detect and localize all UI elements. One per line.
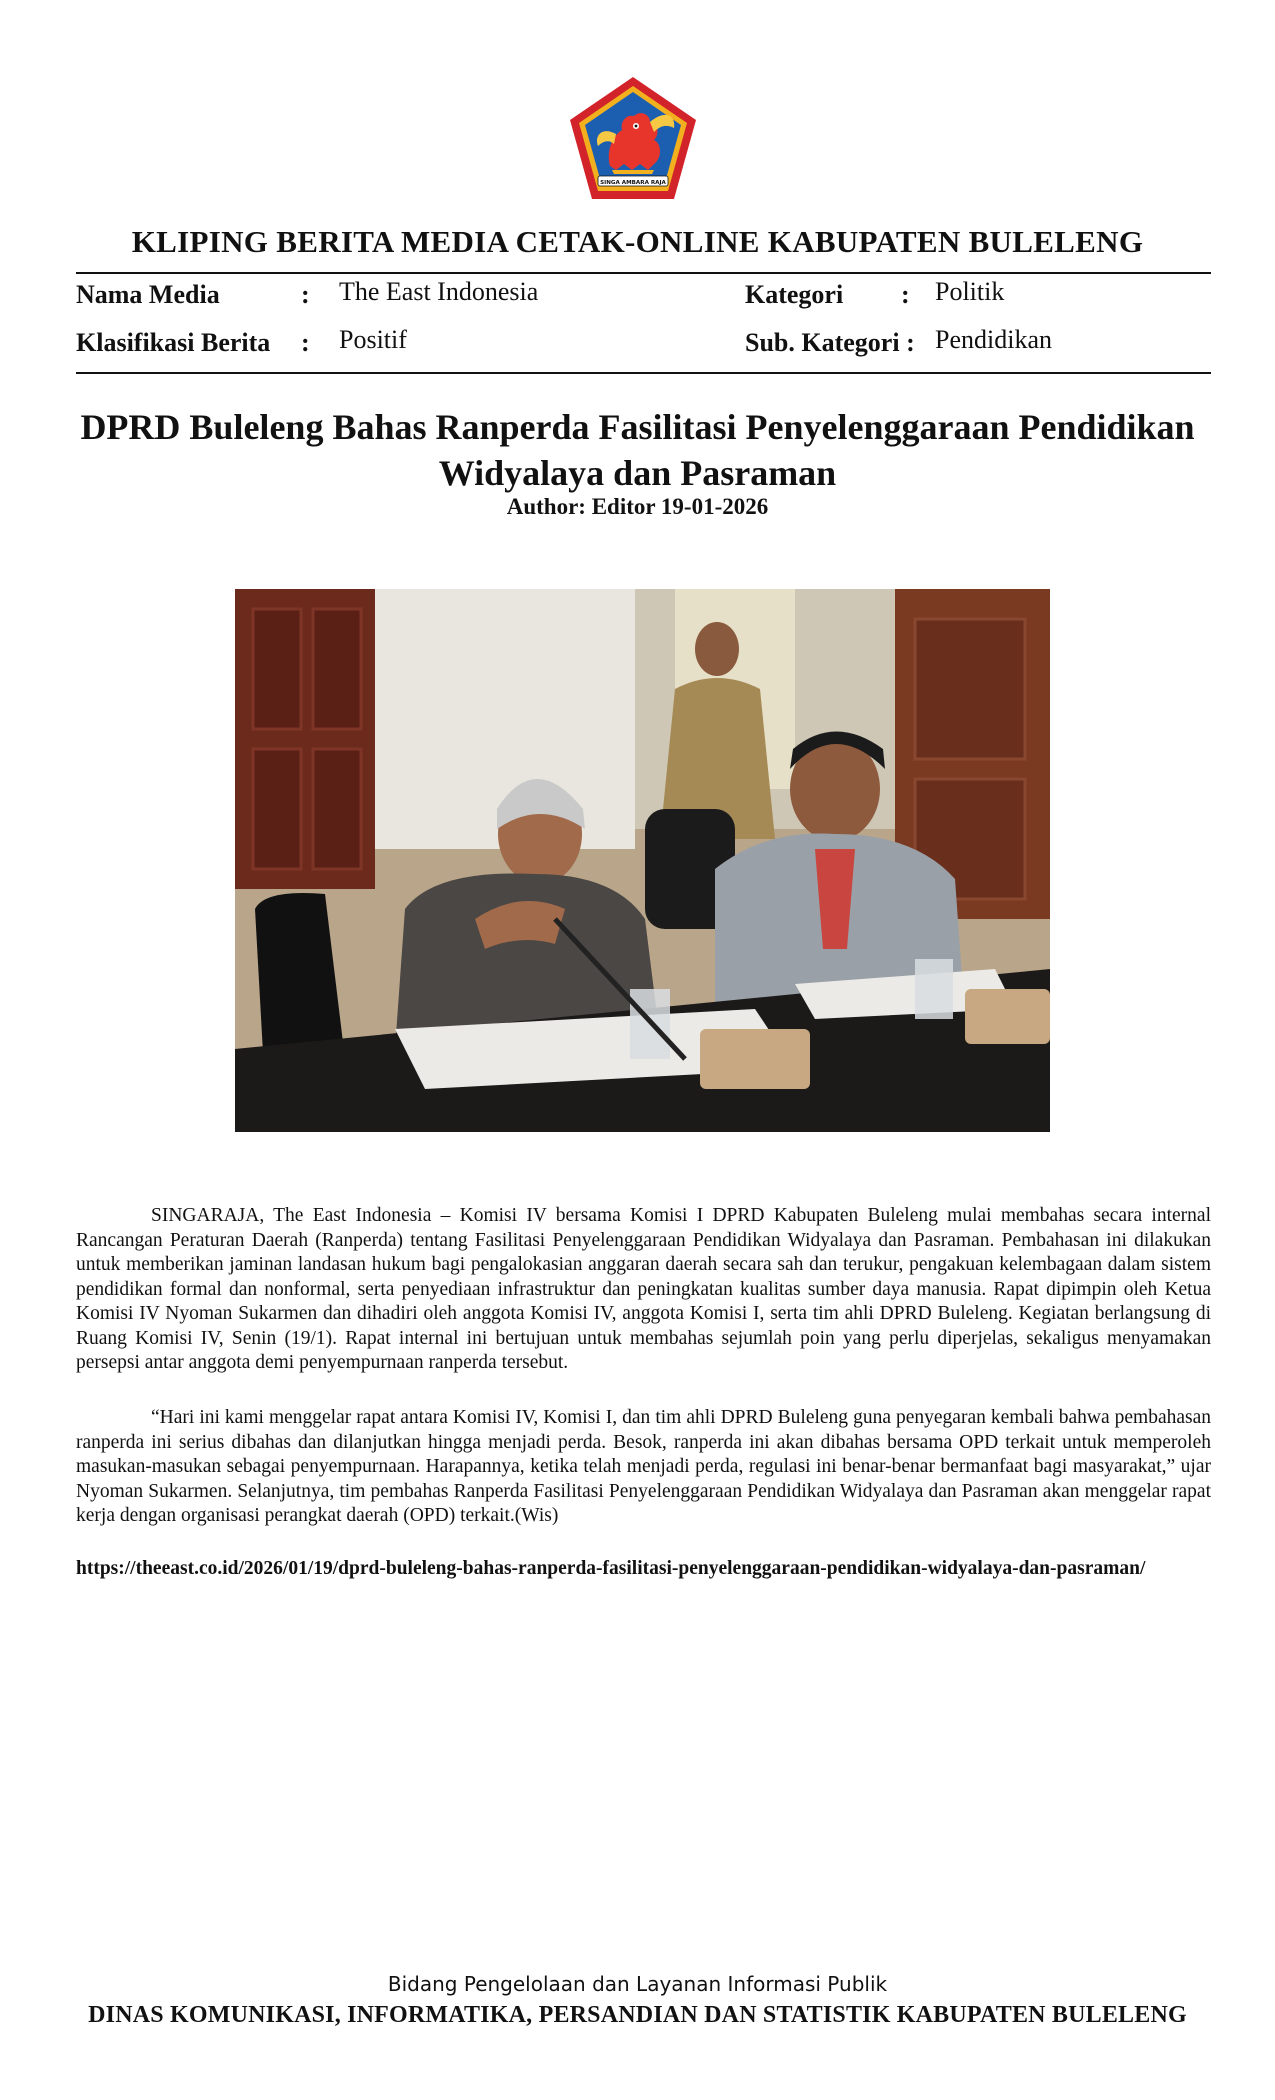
- sub-kategori-label: Sub. Kategori :: [745, 328, 915, 357]
- klasifikasi-berita-value: Positif: [339, 325, 407, 354]
- svg-text:SINGA AMBARA RAJA: SINGA AMBARA RAJA: [600, 180, 666, 186]
- nama-media-label: Nama Media: [76, 280, 220, 309]
- kabupaten-buleleng-emblem: [566, 74, 700, 202]
- header-divider-bottom: [76, 372, 1211, 374]
- article-paragraph-1: [76, 1204, 1211, 1376]
- kategori-value: Politik: [935, 277, 1005, 306]
- clipping-header-title: KLIPING BERITA MEDIA CETAK-ONLINE KABUPATEN BULELENG: [131, 224, 1144, 259]
- paragraph-text: SINGARAJA, The East Indonesia – Komisi IV bersama Komisi I DPRD Kabupaten Buleleng mulai membahas secara internal Rancangan Peraturan Daerah (Ranperda) tentang Fasilitasi Penyelenggaraan Pendidikan Widyalaya dan Pasraman. Pembahasan ini dilakukan untuk memberikan jaminan landasan hukum bagi pengalokasian anggaran daerah secara sah dan terukur, pengakuan kelembagaan dalam sistem pendidikan formal dan nonformal, serta penyediaan infrastruktur dan peningkatan kualitas sumber daya manusia. Rapat dipimpin oleh Ketua Komisi IV Nyoman Sukarmen dan dihadiri oleh anggota Komisi IV, anggota Komisi I, serta tim ahli DPRD Buleleng. Kegiatan berlangsung di Ruang Komisi IV, Senin (19/1). Rapat internal ini bertujuan untuk membahas sejumlah poin yang perlu diperjelas, sekaligus menyamakan persepsi antar anggota demi penyempurnaan ranperda tersebut.: [76, 1205, 1211, 1373]
- footer-agency: DINAS KOMUNIKASI, INFORMATIKA, PERSANDIAN DAN STATISTIK KABUPATEN BULELENG: [88, 2002, 1187, 2028]
- meta-colon: :: [301, 280, 310, 309]
- footer-department: Bidang Pengelolaan dan Layanan Informasi Publik: [387, 1972, 888, 1996]
- header-divider-top: [76, 272, 1211, 274]
- sub-kategori-value: Pendidikan: [935, 325, 1052, 354]
- paragraph-text: “Hari ini kami menggelar rapat antara Komisi IV, Komisi I, dan tim ahli DPRD Buleleng guna penyegaran kembali bahwa pembahasan ranperda ini serius dibahas dan dilanjutkan hingga menjadi perda. Besok, ranperda ini akan dibahas bersama OPD terkait untuk memperoleh masukan-masukan sebagai penyempurnaan. Harapannya, ketika telah menjadi perda, regulasi ini benar-benar bermanfaat bagi masyarakat,” ujar Nyoman Sukarmen. Selanjutnya, tim pembahas Ranperda Fasilitasi Penyelenggaraan Pendidikan Widyalaya dan Pasraman akan menggelar rapat kerja dengan organisasi perangkat daerah (OPD) terkait.(Wis): [76, 1407, 1211, 1526]
- meta-colon: :: [301, 328, 310, 357]
- article-author: Author: Editor 19-01-2026: [506, 494, 769, 519]
- article-title: DPRD Buleleng Bahas Ranperda Fasilitasi Penyelenggaraan Pendidikan Widyalaya dan Pasraman: [80, 407, 1195, 493]
- kategori-label: Kategori: [745, 280, 844, 309]
- nama-media-value: The East Indonesia: [339, 277, 539, 306]
- source-url-link[interactable]: https://theeast.co.id/2026/01/19/dprd-buleleng-bahas-ranperda-fasilitasi-penyelenggaraan-pendidikan-widyalaya-dan-pasraman/: [76, 1558, 1146, 1579]
- article-photo: [235, 589, 1050, 1132]
- klasifikasi-berita-label: Klasifikasi Berita: [76, 328, 271, 357]
- meta-colon: :: [901, 280, 910, 309]
- article-paragraph-2: [76, 1406, 1211, 1529]
